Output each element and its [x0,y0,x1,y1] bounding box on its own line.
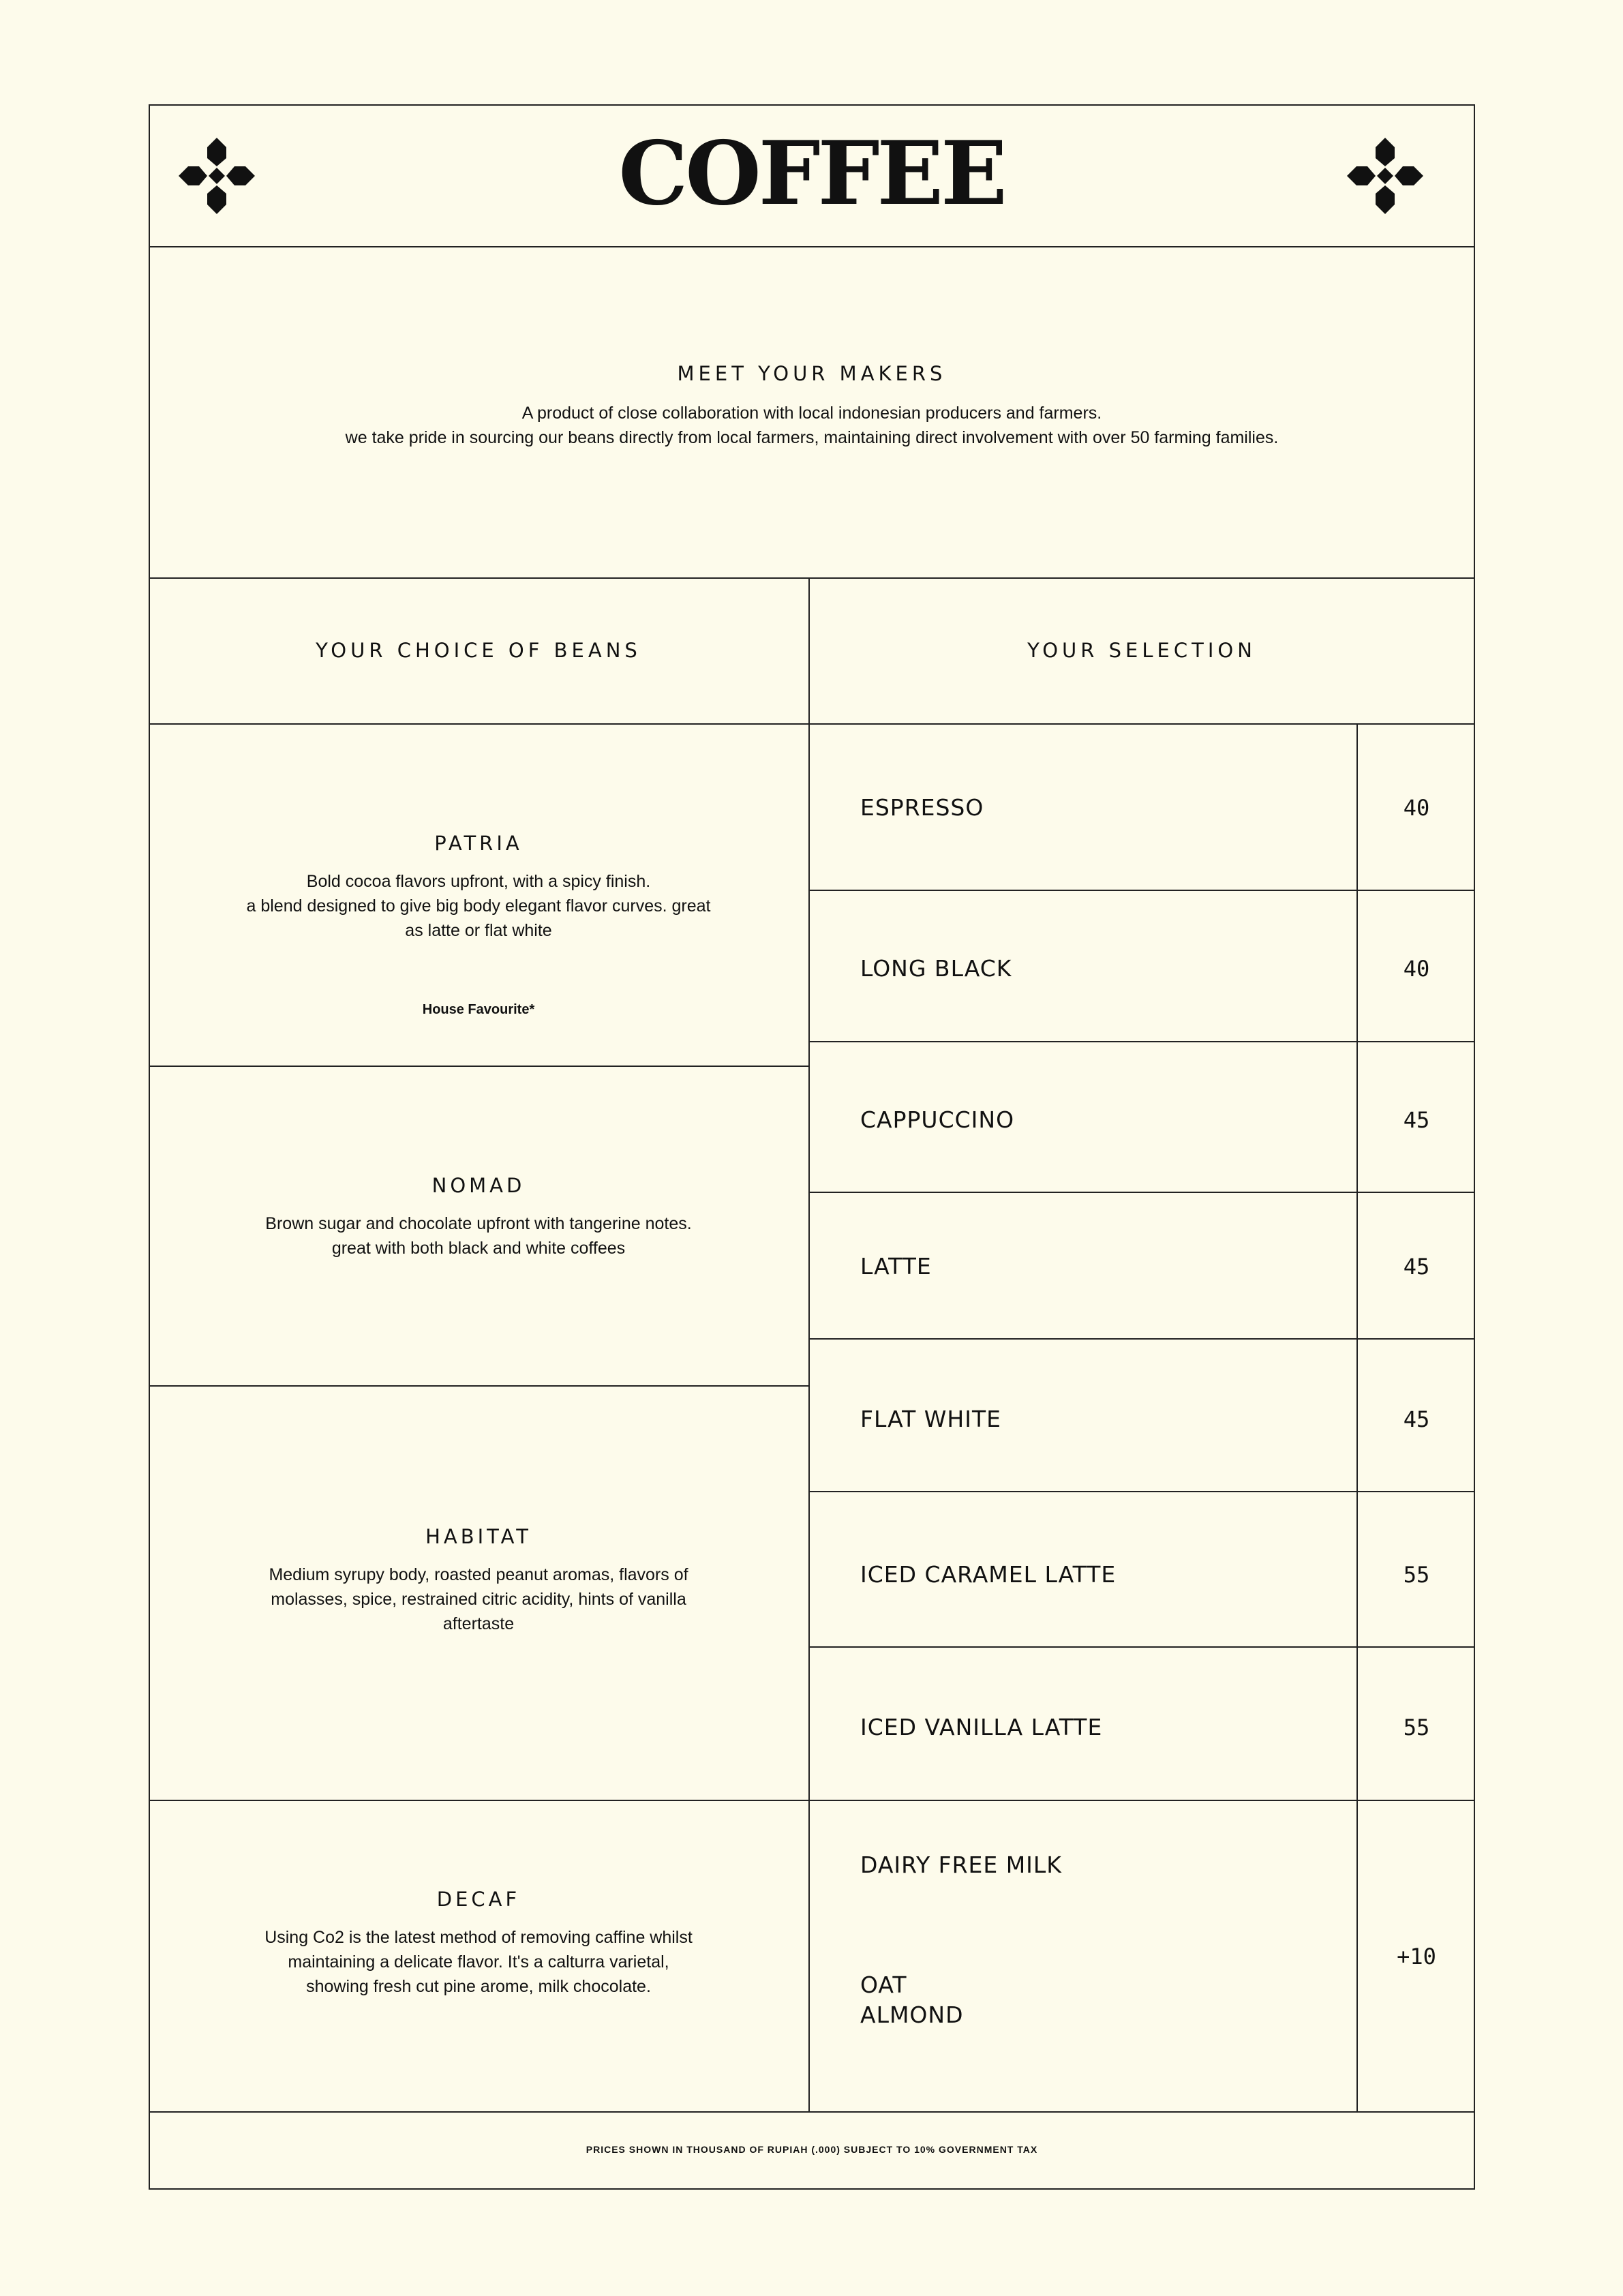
bean-description: Using Co2 is the latest method of removing caffine whilst [264,1928,693,1947]
divider [149,723,1475,725]
menu-item-name: ICED VANILLA LATTE [860,1714,1103,1740]
divider [149,1066,808,1067]
milk-option: DAIRY FREE MILK [860,1852,1062,1878]
milk-option: OAT [860,1972,907,1998]
bean-description: Bold cocoa flavors upfront, with a spicy finish. [306,872,651,891]
selection-heading: YOUR SELECTION [1027,639,1256,662]
menu-item-price: 45 [1403,1107,1430,1133]
bean-name: PATRIA [434,832,523,855]
divider [149,1800,1475,1801]
bean-description: Brown sugar and chocolate upfront with tangerine notes. [265,1214,692,1233]
menu-item-price: 55 [1403,1715,1430,1740]
house-favourite-badge: House Favourite* [422,1002,535,1017]
logo: COFFEE [618,123,1005,225]
bean-name: HABITAT [425,1525,532,1548]
column-divider [808,577,810,2111]
bean-description: Medium syrupy body, roasted peanut aromas, flavors of [269,1565,688,1584]
intro-title: MEET YOUR MAKERS [677,362,947,385]
divider [149,246,1475,247]
beans-heading: YOUR CHOICE OF BEANS [316,639,641,662]
menu-item-price: 40 [1403,956,1430,982]
footer-note: PRICES SHOWN IN THOUSAND OF RUPIAH (.000) SUBJECT TO 10% GOVERNMENT TAX [586,2144,1038,2155]
bean-description: aftertaste [442,1614,515,1633]
milk-option: ALMOND [860,2002,964,2028]
bean-description: showing fresh cut pine arome, milk chocolate. [306,1977,651,1996]
bean-name: DECAF [436,1888,521,1911]
divider [149,2111,1475,2113]
ornament-icon [1346,136,1425,215]
bean-description: as latte or flat white [405,921,552,940]
bean-description: a blend designed to give big body elegant flavor curves. great [246,896,711,916]
intro-line: A product of close collaboration with local indonesian producers and farmers. [521,404,1102,423]
bean-name: NOMAD [431,1174,526,1197]
divider [808,1338,1475,1340]
divider [149,1385,808,1387]
menu-item-price: 40 [1403,795,1430,821]
bean-description: maintaining a delicate flavor. It's a calturra varietal, [288,1952,669,1972]
divider [808,1041,1475,1042]
bean-description: great with both black and white coffees [331,1239,626,1258]
divider [149,577,1475,579]
divider [808,890,1475,891]
divider [808,1491,1475,1492]
menu-item-price: 45 [1403,1254,1430,1280]
bean-description: molasses, spice, restrained citric acidity, hints of vanilla [271,1590,686,1609]
menu-item-name: LATTE [860,1253,932,1280]
divider [808,1646,1475,1648]
divider [808,1192,1475,1193]
menu-item-name: ICED CARAMEL LATTE [860,1561,1117,1588]
menu-item-price: 55 [1403,1562,1430,1588]
menu-item-price: 45 [1403,1406,1430,1432]
menu-item-name: CAPPUCCINO [860,1106,1015,1133]
menu-item-name: ESPRESSO [860,794,984,821]
menu-item-name: FLAT WHITE [860,1406,1001,1432]
intro-line: we take pride in sourcing our beans directly from local farmers, maintaining direct involvement with over 50 farming families. [345,428,1279,447]
menu-item-name: LONG BLACK [860,955,1012,982]
milk-price: +10 [1397,1944,1436,1969]
